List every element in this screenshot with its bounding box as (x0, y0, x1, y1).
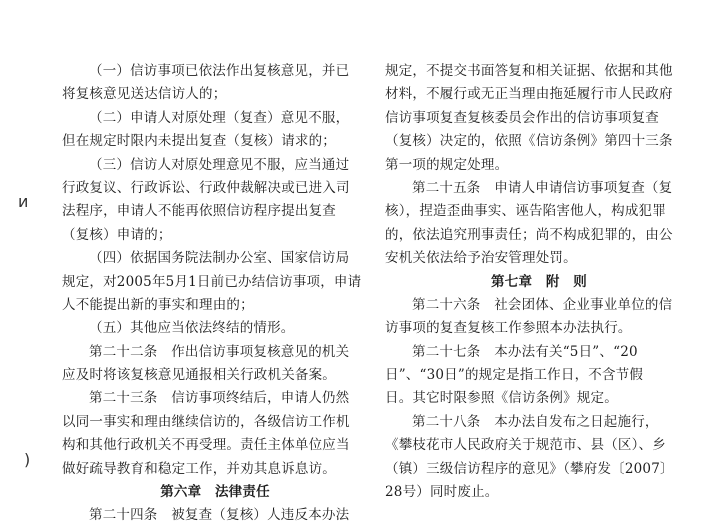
right-text-line: 28号）同时废止。 (385, 484, 499, 501)
right-text-line: 材料，不履行或无正当理由拖延履行市人民政府 (385, 86, 673, 103)
binding-mark-bottom: ) (24, 450, 31, 469)
right-text-line: 访事项的复查复核工作参照本办法执行。 (385, 320, 632, 337)
left-column (62, 60, 368, 528)
left-text-line: 应及时将该复核意见通报相关行政机关备案。 (62, 367, 336, 384)
right-chapter-heading: 第七章 附 则 (491, 273, 587, 290)
left-text-line: （二）申请人对原处理（复查）意见不服， (89, 109, 350, 126)
right-text-line: 第二十七条 本办法有关“5日”、“20 (412, 343, 638, 360)
left-text-line: 将复核意见送达信访人的； (62, 86, 227, 103)
left-text-line: （一）信访事项已依法作出复核意见，并已 (89, 63, 350, 79)
left-text-line: （五）其他应当依法终结的情形。 (89, 320, 295, 337)
right-text-line: 第二十五条 申请人申请信访事项复查（复 (412, 179, 673, 196)
left-text-line: （四）依据国务院法制办公室、国家信访局 (89, 250, 350, 267)
right-text-line: 第二十八条 本办法自发布之日起施行， (412, 413, 659, 430)
right-text-line: 第二十六条 社会团体、企业事业单位的信 (412, 296, 673, 313)
right-column (385, 60, 693, 504)
left-text-line: 第二十四条 被复查（复核）人违反本办法 (89, 507, 350, 524)
left-text-line: 人不能提出新的事实和理由的； (62, 296, 254, 313)
left-text-line: 行政复议、行政诉讼、行政仲裁解决或已进入司 (62, 179, 350, 196)
left-text-line: 规定，对2005年5月1日前已办结信访事项，申请 (62, 273, 362, 290)
left-text-line: （复核）申请的； (62, 226, 172, 243)
right-text-line: （镇）三级信访程序的意见》（攀府发〔2007〕 (385, 460, 674, 477)
right-text-line: 日。其它时限参照《信访条例》规定。 (385, 390, 618, 407)
left-text-line: 做好疏导教育和稳定工作，并劝其息诉息访。 (62, 460, 336, 477)
right-text-line: 日”、“30日”的规定是指工作日，不含节假 (385, 367, 644, 384)
left-text-line: 但在规定时限内未提出复查（复核）请求的； (62, 133, 336, 150)
left-text-line: 第二十二条 作出信访事项复核意见的机关 (89, 343, 350, 360)
left-chapter-heading: 第六章 法律责任 (160, 484, 270, 501)
right-text-line: 的，依法追究刑事责任；尚不构成犯罪的，由公 (385, 226, 673, 243)
right-text-line: （复核）决定的，依照《信访条例》第四十三条 (385, 133, 673, 150)
right-text-line: 规定，不提交书面答复和相关证据、依据和其他 (385, 63, 673, 79)
binding-mark-top: ͷ (18, 192, 29, 211)
right-text-line: 安机关依法给予治安管理处罚。 (385, 250, 577, 267)
right-text-line: 《攀枝花市人民政府关于规范市、县（区）、乡 (385, 437, 666, 454)
left-text-line: 法程序，申请人不能再依照信访程序提出复查 (62, 203, 336, 220)
left-text-line: （三）信访人对原处理意见不服，应当通过 (89, 156, 350, 173)
right-text-line: 信访事项复查复核委员会作出的信访事项复查 (385, 109, 659, 126)
right-text-line: 第一项的规定处理。 (385, 156, 509, 173)
left-text-line: 构和其他行政机关不再受理。责任主体单位应当 (62, 437, 350, 454)
right-text-line: 核），捏造歪曲事实、诬告陷害他人，构成犯罪 (385, 203, 666, 220)
left-text-line: 第二十三条 信访事项终结后，申请人仍然 (89, 390, 350, 407)
left-text-line: 以同一事实和理由继续信访的，各级信访工作机 (62, 413, 350, 430)
